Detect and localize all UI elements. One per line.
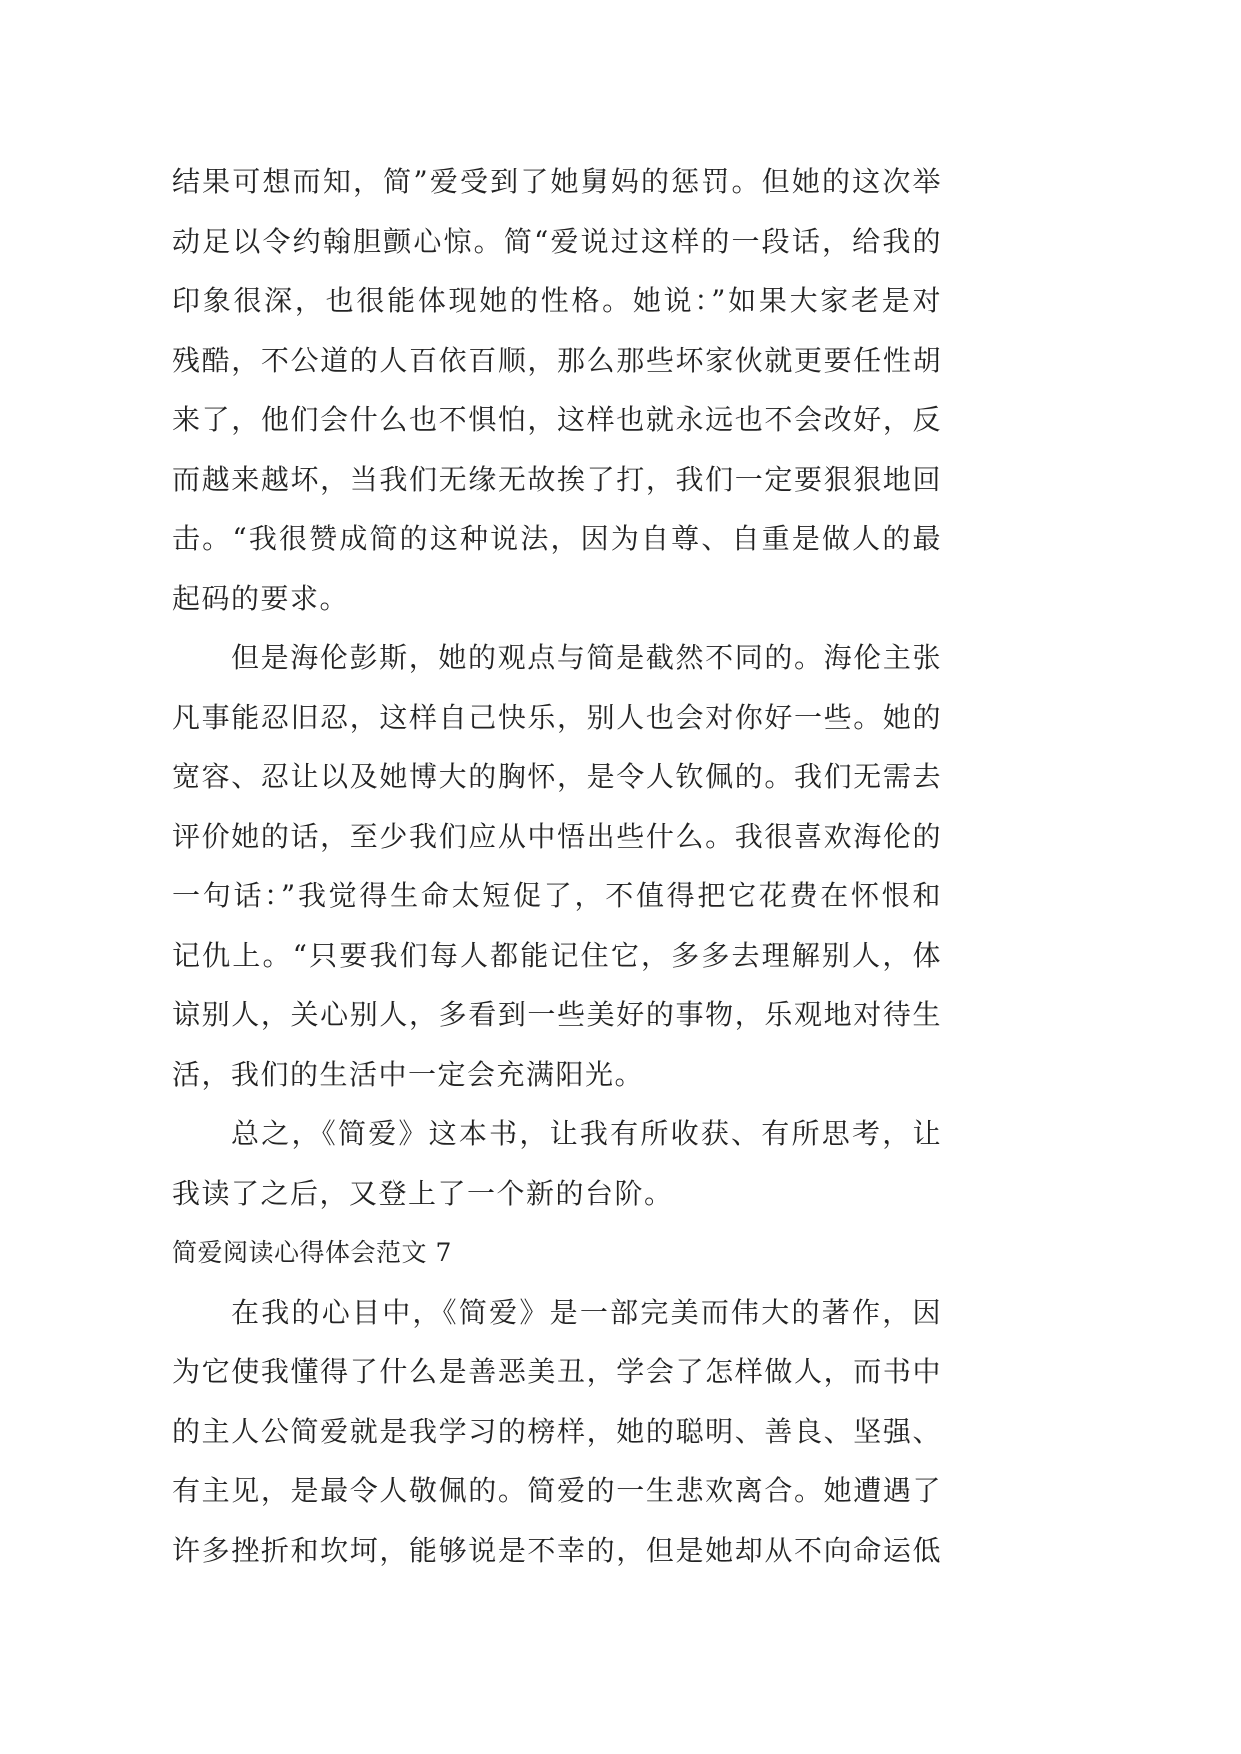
paragraph-line: 的主人公简爱就是我学习的榜样，她的聪明、善良、坚强、 xyxy=(172,1414,942,1448)
paragraph-line: 有主见，是最令人敬佩的。简爱的一生悲欢离合。她遭遇了 xyxy=(172,1474,942,1507)
paragraph-line: 评价她的话，至少我们应从中悟出些什么。我很喜欢海伦的 xyxy=(172,819,942,853)
paragraph-line: 为它使我懂得了什么是善恶美丑，学会了怎样做人，而书中 xyxy=(172,1355,942,1388)
paragraph-line: 宽容、忍让以及她博大的胸怀，是令人钦佩的。我们无需去 xyxy=(172,760,942,793)
paragraph-line: 起码的要求。 xyxy=(172,581,350,615)
paragraph xyxy=(172,1104,942,1223)
paragraph xyxy=(172,152,942,628)
paragraph-line: 残酷，不公道的人百依百顺，那么那些坏家伙就更要任性胡 xyxy=(172,343,942,377)
paragraph xyxy=(172,1283,942,1581)
paragraph xyxy=(172,628,942,1104)
paragraph-line: 凡事能忍旧忍，这样自己快乐，别人也会对你好一些。她的 xyxy=(172,700,942,734)
paragraph-line: 在我的心目中，《简爱》是一部完美而伟大的著作，因 xyxy=(231,1295,942,1329)
paragraph-line: 击。“我很赞成简的这种说法，因为自尊、自重是做人的最 xyxy=(172,522,942,555)
document-body xyxy=(172,152,942,1580)
paragraph-line: 但是海伦彭斯，她的观点与简是截然不同的。海伦主张 xyxy=(231,641,942,674)
section-heading: 简爱阅读心得体会范文 7 xyxy=(172,1238,452,1267)
paragraph-line: 记仇上。“只要我们每人都能记住它，多多去理解别人，体 xyxy=(172,938,942,972)
paragraph-line: 结果可想而知，简”爱受到了她舅妈的惩罚。但她的这次举 xyxy=(172,165,942,198)
paragraph-line: 许多挫折和坎坷，能够说是不幸的，但是她却从不向命运低 xyxy=(172,1533,942,1567)
paragraph-line: 动足以令约翰胆颤心惊。简“爱说过这样的一段话，给我的 xyxy=(172,224,942,258)
paragraph-line: 来了，他们会什么也不惧怕，这样也就永远也不会改好，反 xyxy=(172,403,942,436)
paragraph-line: 我读了之后，又登上了一个新的台阶。 xyxy=(172,1176,674,1210)
paragraph-line: 活，我们的生活中一定会充满阳光。 xyxy=(172,1057,645,1091)
paragraph-line: 一句话：”我觉得生命太短促了，不值得把它花费在怀恨和 xyxy=(172,879,942,912)
paragraph-line: 总之，《简爱》这本书，让我有所收获、有所思考，让 xyxy=(231,1117,942,1150)
paragraph-line: 印象很深，也很能体现她的性格。她说：”如果大家老是对 xyxy=(172,284,942,317)
paragraph-line: 谅别人，关心别人，多看到一些美好的事物，乐观地对待生 xyxy=(172,998,942,1031)
paragraph-line: 而越来越坏，当我们无缘无故挨了打，我们一定要狠狠地回 xyxy=(172,462,942,496)
